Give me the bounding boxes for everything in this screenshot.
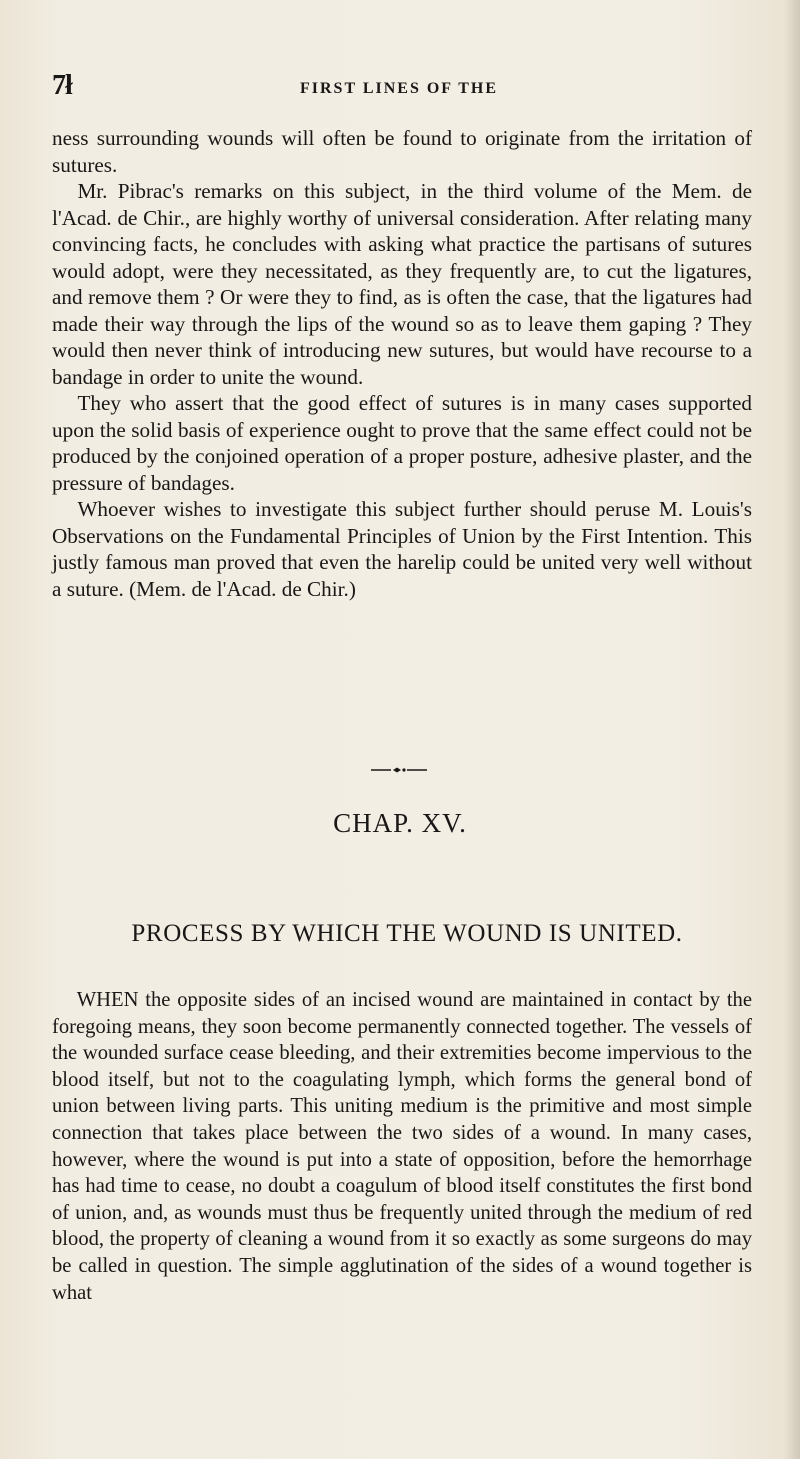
paragraph: They who assert that the good effect of sutures is in many cases supported upon the solid basis of experience ought to prove that the same effect could not be produced by the conjoined operation of a proper posture, adhesive plaster, and the pressure of bandages. [52,391,752,495]
text-block-upper [52,125,752,602]
page-number: 7ł [52,70,72,101]
running-title: FIRST LINES OF THE [300,80,498,97]
text-block-lower [52,987,752,1306]
paragraph: Mr. Pibrac's remarks on this subject, in the third volume of the Mem. de l'Acad. de Chir., are highly worthy of universal consideration. After relating many convincing facts, he concludes with asking what practice the partisans of sutures would adopt, were they necessitated, as they frequently are, to cut the ligatures, and remove them ? Or were they to find, as is often the case, that the ligatures had made their way through the lips of the wound so as to leave them gaping ? They would then never think of introducing new sutures, but would have recourse to a bandage in order to unite the wound. [52,179,752,389]
running-head [52,70,752,106]
paragraph: Whoever wishes to investigate this subject further should peruse M. Louis's Observations on the Fundamental Principles of Union by the First Intention. This justly famous man proved that even the harelip could be united very well without a suture. (Mem. de l'Acad. de Chir.) [52,497,752,601]
page-edge-shadow [784,0,800,1459]
chapter-heading: CHAP. XV. [333,808,467,838]
paragraph: ness surrounding wounds will often be found to originate from the irritation of sutures. [52,126,752,177]
paragraph: WHEN the opposite sides of an incised wound are maintained in contact by the foregoing means, they soon become permanently connected together. The vessels of the wounded surface cease bleeding, and their extremities become impervious to the blood itself, but not to the coagulating lymph, which forms the general bond of union between living parts. This uniting medium is the primitive and most simple connection that takes place between the two sides of a wound. In many cases, however, where the wound is put into a state of opposition, before the hemorrhage has had time to cease, no doubt a coagulum of blood itself constitutes the first bond of union, and, as wounds must thus be frequently united through the medium of red blood, the property of cleaning a wound from it so exactly as some surgeons do may be called in question. The simple agglutination of the sides of a wound together is what [52,989,752,1304]
chapter-title: PROCESS BY WHICH THE WOUND IS UNITED. [131,920,683,947]
ornament-divider [371,767,427,773]
